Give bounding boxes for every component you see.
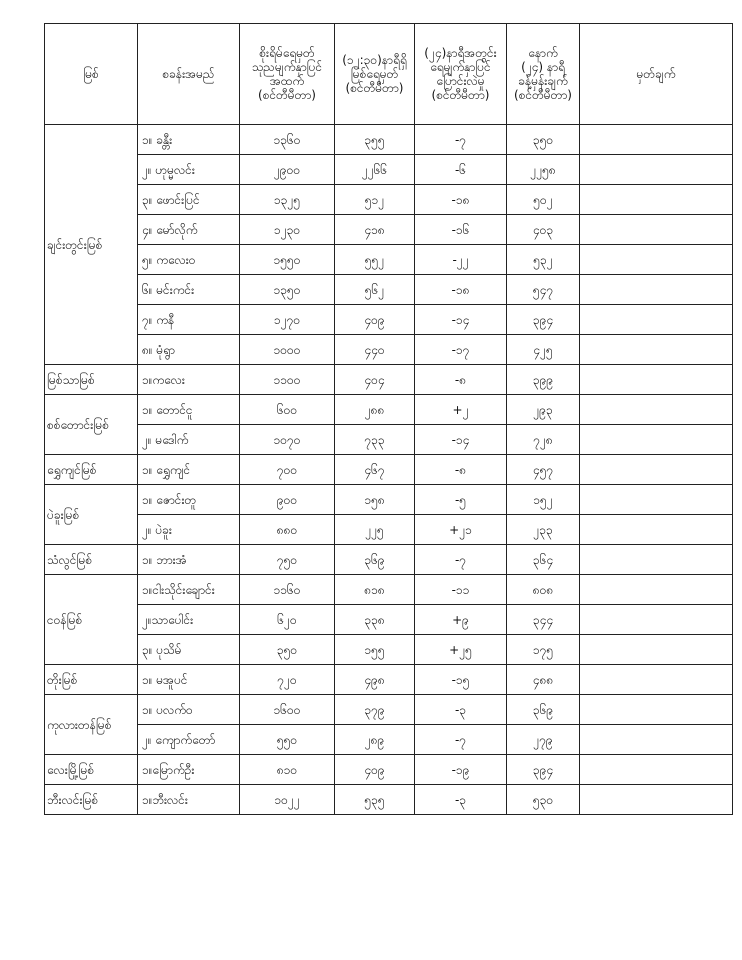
- station-name: ၂။ မဒေါက်: [138, 425, 240, 455]
- change-cell: -၇: [415, 545, 507, 575]
- change-cell: -၁၉: [415, 755, 507, 785]
- danger-level-cell: ၁၂၇၀: [240, 305, 335, 335]
- table-row: [45, 665, 733, 695]
- forecast-cell: ၄၀၃: [507, 215, 580, 245]
- remarks-cell: [580, 575, 733, 605]
- river-name: သံလွင်မြစ်: [45, 545, 138, 575]
- forecast-cell: ၇၂၈: [507, 425, 580, 455]
- station-name: ၃။ ဖောင်းပြင်: [138, 185, 240, 215]
- forecast-cell: ၃၅၀: [507, 125, 580, 155]
- remarks-cell: [580, 755, 733, 785]
- table-row: [45, 725, 733, 755]
- station-name: ၁။ တောင်ငူ: [138, 395, 240, 425]
- remarks-cell: [580, 305, 733, 335]
- station-name: ၆။ မင်းကင်း: [138, 275, 240, 305]
- forecast-cell: ၃၉၄: [507, 755, 580, 785]
- station-name: ၁။ ဇောင်းတူ: [138, 485, 240, 515]
- water-level-cell: ၅၆၂: [335, 275, 415, 305]
- danger-level-cell: ၇၀၀: [240, 455, 335, 485]
- remarks-cell: [580, 545, 733, 575]
- danger-level-cell: ၈၈၀: [240, 515, 335, 545]
- table-row: [45, 755, 733, 785]
- remarks-cell: [580, 395, 733, 425]
- water-level-cell: ၂၈၉: [335, 725, 415, 755]
- table-row: [45, 785, 733, 815]
- change-cell: -၆: [415, 155, 507, 185]
- water-level-cell: ၁၅၅: [335, 635, 415, 665]
- table-row: [45, 215, 733, 245]
- change-cell: -၇: [415, 725, 507, 755]
- table-row: [45, 605, 733, 635]
- change-cell: +၂၅: [415, 635, 507, 665]
- station-name: ၁။ ဘားအံ: [138, 545, 240, 575]
- water-level-cell: ၂၈၈: [335, 395, 415, 425]
- forecast-cell: ၃၆၄: [507, 545, 580, 575]
- station-name: ၁။မြောက်ဦး: [138, 755, 240, 785]
- change-cell: -၃: [415, 695, 507, 725]
- remarks-cell: [580, 365, 733, 395]
- water-level-cell: ၅၅၂: [335, 245, 415, 275]
- table-row: [45, 485, 733, 515]
- forecast-cell: ၅၄၇: [507, 275, 580, 305]
- water-level-cell: ၁၅၈: [335, 485, 415, 515]
- remarks-cell: [580, 785, 733, 815]
- table-row: [45, 125, 733, 155]
- header-remarks: မှတ်ချက်: [580, 24, 733, 125]
- danger-level-cell: ၃၅၀: [240, 635, 335, 665]
- table-row: [45, 455, 733, 485]
- remarks-cell: [580, 155, 733, 185]
- header-station: စခန်းအမည်: [138, 24, 240, 125]
- forecast-cell: ၁၅၂: [507, 485, 580, 515]
- change-cell: +၂: [415, 395, 507, 425]
- change-cell: -၁၈: [415, 275, 507, 305]
- station-name: ၁။ မအူပင်: [138, 665, 240, 695]
- header-forecast: နောက် (၂၄) နာရီ ခန့်မှန်းချက် (စင်တီမီတာ): [507, 24, 580, 125]
- remarks-cell: [580, 515, 733, 545]
- change-cell: -၁၄: [415, 425, 507, 455]
- danger-level-cell: ၁၁၆၀: [240, 575, 335, 605]
- change-cell: -၁၅: [415, 665, 507, 695]
- forecast-cell: ၄၂၅: [507, 335, 580, 365]
- danger-level-cell: ၁၀၂၂: [240, 785, 335, 815]
- remarks-cell: [580, 635, 733, 665]
- station-name: ၂။ ဟုမ္မလင်း: [138, 155, 240, 185]
- danger-level-cell: ၁၅၅၀: [240, 245, 335, 275]
- station-name: ၁။ ရွှေကျင်: [138, 455, 240, 485]
- remarks-cell: [580, 215, 733, 245]
- water-level-cell: ၃၃၈: [335, 605, 415, 635]
- water-level-cell: ၄၀၉: [335, 305, 415, 335]
- remarks-cell: [580, 125, 733, 155]
- danger-level-cell: ၉၀၀: [240, 485, 335, 515]
- forecast-cell: ၂၇၉: [507, 725, 580, 755]
- station-name: ၁။ဘီးလင်း: [138, 785, 240, 815]
- remarks-cell: [580, 275, 733, 305]
- station-name: ၅။ ကလေးဝ: [138, 245, 240, 275]
- forecast-cell: ၂၃၃: [507, 515, 580, 545]
- table-row: [45, 515, 733, 545]
- forecast-cell: ၃၉၉: [507, 365, 580, 395]
- river-name: ချင်းတွင်းမြစ်: [45, 125, 138, 365]
- remarks-cell: [580, 425, 733, 455]
- water-level-cell: ၅၁၂: [335, 185, 415, 215]
- station-name: ၁။ ပလက်ဝ: [138, 695, 240, 725]
- table-row: [45, 185, 733, 215]
- danger-level-cell: ၁၃၆၀: [240, 125, 335, 155]
- station-name: ၂။ ပဲခူး: [138, 515, 240, 545]
- danger-level-cell: ၂၉၀၀: [240, 155, 335, 185]
- table-row: [45, 695, 733, 725]
- forecast-cell: ၃၉၄: [507, 305, 580, 335]
- water-level-cell: ၃၅၅: [335, 125, 415, 155]
- station-name: ၂။သာပေါင်း: [138, 605, 240, 635]
- remarks-cell: [580, 665, 733, 695]
- remarks-cell: [580, 455, 733, 485]
- change-cell: -၃: [415, 785, 507, 815]
- water-level-cell: ၈၁၈: [335, 575, 415, 605]
- danger-level-cell: ၅၅၀: [240, 725, 335, 755]
- station-name: ၁။ ခန္တီး: [138, 125, 240, 155]
- table-row: [45, 575, 733, 605]
- river-name: ပဲခူးမြစ်: [45, 485, 138, 545]
- danger-level-cell: ၆၂၀: [240, 605, 335, 635]
- header-change: (၂၄)နာရီအတွင်း ရေမျက်နှာပြင် ပြောင်းလဲမှု (စင်တီမီတာ): [415, 24, 507, 125]
- header-water-level: (၁၂:၃၀)နာရီရှိ မြစ်ရေမှတ် (စင်တီမီတာ): [335, 24, 415, 125]
- station-name: ၂။ ကျောက်တော်: [138, 725, 240, 755]
- forecast-cell: ၈၀၈: [507, 575, 580, 605]
- remarks-cell: [580, 695, 733, 725]
- station-name: ၈။ မုံရွာ: [138, 335, 240, 365]
- danger-level-cell: ၁၂၃၀: [240, 215, 335, 245]
- forecast-cell: ၄၅၇: [507, 455, 580, 485]
- water-level-cell: ၄၀၄: [335, 365, 415, 395]
- remarks-cell: [580, 485, 733, 515]
- table-row: [45, 545, 733, 575]
- change-cell: -၁၇: [415, 335, 507, 365]
- table-row: [45, 365, 733, 395]
- river-name: တိုးမြစ်: [45, 665, 138, 695]
- water-level-cell: ၄၉၈: [335, 665, 415, 695]
- header-danger-level: စိုးရိမ်ရေမှတ် သုညမျက်နှာပြင် အထက် (စင်တီမီတာ): [240, 24, 335, 125]
- change-cell: -၁၄: [415, 305, 507, 335]
- water-level-cell: ၅၃၅: [335, 785, 415, 815]
- water-level-cell: ၄၄၀: [335, 335, 415, 365]
- river-name: ကုလားတန်မြစ်: [45, 695, 138, 755]
- station-name: ၁။ကလေး: [138, 365, 240, 395]
- change-cell: -၈: [415, 455, 507, 485]
- station-name: ၇။ ကနီ: [138, 305, 240, 335]
- water-level-cell: ၄၀၉: [335, 755, 415, 785]
- forecast-cell: ၅၃၀: [507, 785, 580, 815]
- station-name: ၁။ငါးသိုင်းချောင်း: [138, 575, 240, 605]
- table-row: [45, 335, 733, 365]
- river-name: စစ်တောင်းမြစ်: [45, 395, 138, 455]
- forecast-cell: ၂၂၅၈: [507, 155, 580, 185]
- danger-level-cell: ၁၁၀၀: [240, 365, 335, 395]
- change-cell: -၁၆: [415, 215, 507, 245]
- river-name: လေးမြို့မြစ်: [45, 755, 138, 785]
- remarks-cell: [580, 245, 733, 275]
- remarks-cell: [580, 725, 733, 755]
- table-body: [45, 125, 733, 815]
- change-cell: -၅: [415, 485, 507, 515]
- water-level-cell: ၄၁၈: [335, 215, 415, 245]
- water-level-cell: ၃၆၉: [335, 545, 415, 575]
- table-row: [45, 395, 733, 425]
- danger-level-cell: ၈၁၀: [240, 755, 335, 785]
- table-row: [45, 635, 733, 665]
- remarks-cell: [580, 605, 733, 635]
- danger-level-cell: ၇၅၀: [240, 545, 335, 575]
- table-row: [45, 425, 733, 455]
- table-row: [45, 155, 733, 185]
- danger-level-cell: ၁၃၅၀: [240, 275, 335, 305]
- forecast-cell: ၃၆၉: [507, 695, 580, 725]
- forecast-cell: ၁၇၅: [507, 635, 580, 665]
- table-row: [45, 275, 733, 305]
- forecast-cell: ၅၃၂: [507, 245, 580, 275]
- water-level-cell: ၇၃၃: [335, 425, 415, 455]
- river-name: ငဝန်မြစ်: [45, 575, 138, 665]
- forecast-cell: ၄၈၈: [507, 665, 580, 695]
- table-row: [45, 245, 733, 275]
- change-cell: -၂၂: [415, 245, 507, 275]
- forecast-cell: ၂၉၃: [507, 395, 580, 425]
- change-cell: +၂၁: [415, 515, 507, 545]
- danger-level-cell: ၁၃၂၅: [240, 185, 335, 215]
- danger-level-cell: ၁၀၇၀: [240, 425, 335, 455]
- change-cell: +၉: [415, 605, 507, 635]
- water-level-cell: ၂၂၅: [335, 515, 415, 545]
- water-level-cell: ၂၂၆၆: [335, 155, 415, 185]
- river-name: မြစ်သာမြစ်: [45, 365, 138, 395]
- station-name: ၄။ မော်လိုက်: [138, 215, 240, 245]
- table-row: [45, 305, 733, 335]
- header-row: [45, 24, 733, 125]
- danger-level-cell: ၁၀၀၀: [240, 335, 335, 365]
- forecast-cell: ၅၀၂: [507, 185, 580, 215]
- header-river: မြစ်: [45, 24, 138, 125]
- station-name: ၃။ ပုသိမ်: [138, 635, 240, 665]
- danger-level-cell: ၆၀၀: [240, 395, 335, 425]
- danger-level-cell: ၁၆၀၀: [240, 695, 335, 725]
- river-level-table: [44, 23, 733, 815]
- danger-level-cell: ၇၂၀: [240, 665, 335, 695]
- river-name: ရွှေကျင်မြစ်: [45, 455, 138, 485]
- remarks-cell: [580, 335, 733, 365]
- change-cell: -၇: [415, 125, 507, 155]
- forecast-cell: ၃၄၄: [507, 605, 580, 635]
- change-cell: -၁၁: [415, 575, 507, 605]
- change-cell: -၈: [415, 365, 507, 395]
- remarks-cell: [580, 185, 733, 215]
- water-level-cell: ၄၆၇: [335, 455, 415, 485]
- water-level-cell: ၃၇၉: [335, 695, 415, 725]
- change-cell: -၁၈: [415, 185, 507, 215]
- river-name: ဘီးလင်းမြစ်: [45, 785, 138, 815]
